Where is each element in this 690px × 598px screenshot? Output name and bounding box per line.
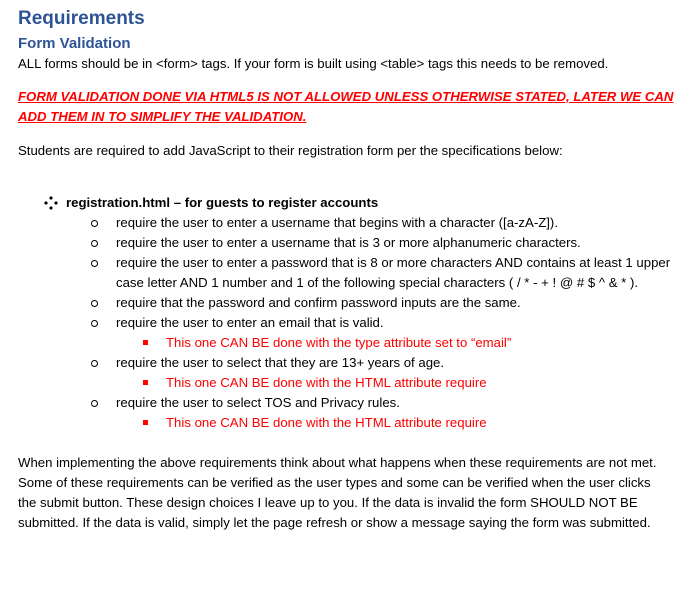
hollow-circle-bullet-icon bbox=[91, 320, 98, 327]
hollow-circle-bullet-icon bbox=[91, 260, 98, 267]
requirement-note bbox=[18, 373, 678, 393]
intro-paragraph: Students are required to add JavaScript to their registration form per the specifications below: bbox=[18, 143, 563, 158]
requirement-item bbox=[18, 353, 678, 373]
form-tags-paragraph: ALL forms should be in <form> tags. If your form is built using <table> tags this needs to be removed. bbox=[18, 56, 609, 71]
requirement-text: require the user to select that they are 13+ years of age. bbox=[116, 355, 445, 370]
document-page bbox=[18, 6, 678, 533]
requirement-note-text: This one CAN BE done with the type attribute set to “email” bbox=[166, 335, 512, 350]
page-title: Requirements bbox=[18, 8, 145, 29]
requirement-text: require the user to enter a password that is 8 or more characters AND contains at least 1 upper case letter AND 1 number and 1 of the following special characters ( / * - + ! @ # $ ^ & * ). bbox=[116, 255, 671, 290]
square-bullet-icon bbox=[143, 340, 148, 345]
requirement-item bbox=[18, 313, 678, 333]
requirement-text: require that the password and confirm password inputs are the same. bbox=[116, 295, 521, 310]
requirement-item bbox=[18, 293, 678, 313]
requirement-item bbox=[18, 253, 678, 293]
requirement-note bbox=[18, 333, 678, 353]
hollow-circle-bullet-icon bbox=[91, 400, 98, 407]
requirement-item bbox=[18, 393, 678, 413]
registration-bullet-label: registration.html – for guests to register accounts bbox=[66, 195, 379, 210]
requirement-note-text: This one CAN BE done with the HTML attribute require bbox=[166, 415, 487, 430]
section-heading: Form Validation bbox=[18, 35, 131, 52]
requirement-item bbox=[18, 233, 678, 253]
requirement-text: require the user to enter a username that begins with a character ([a-zA-Z]). bbox=[116, 215, 558, 230]
requirement-text: require the user to enter an email that is valid. bbox=[116, 315, 384, 330]
requirement-note bbox=[18, 413, 678, 433]
hollow-circle-bullet-icon bbox=[91, 220, 98, 227]
requirement-note-text: This one CAN BE done with the HTML attribute require bbox=[166, 375, 487, 390]
requirement-text: require the user to enter a username that is 3 or more alphanumeric characters. bbox=[116, 235, 581, 250]
hollow-circle-bullet-icon bbox=[91, 360, 98, 367]
square-bullet-icon bbox=[143, 380, 148, 385]
html5-validation-warning: FORM VALIDATION DONE VIA HTML5 IS NOT ALLOWED UNLESS OTHERWISE STATED, LATER WE CAN ADD THEM IN TO SIMPLIFY THE VALIDATION. bbox=[18, 89, 674, 124]
registration-bullet bbox=[18, 193, 678, 213]
four-diamond-bullet-icon bbox=[44, 196, 58, 210]
requirement-item bbox=[18, 213, 678, 233]
requirements-list bbox=[18, 213, 678, 433]
square-bullet-icon bbox=[143, 420, 148, 425]
requirement-text: require the user to select TOS and Privacy rules. bbox=[116, 395, 400, 410]
hollow-circle-bullet-icon bbox=[91, 300, 98, 307]
hollow-circle-bullet-icon bbox=[91, 240, 98, 247]
closing-paragraph: When implementing the above requirements think about what happens when these requirements are not met. Some of these requirements can be verified as the user types and some can be verified when the user clicks the submit button. These design choices I leave up to you. If the data is invalid the form SHOULD NOT BE submitted. If the data is valid, simply let the page refresh or show a message saying the form was submitted. bbox=[18, 455, 657, 530]
